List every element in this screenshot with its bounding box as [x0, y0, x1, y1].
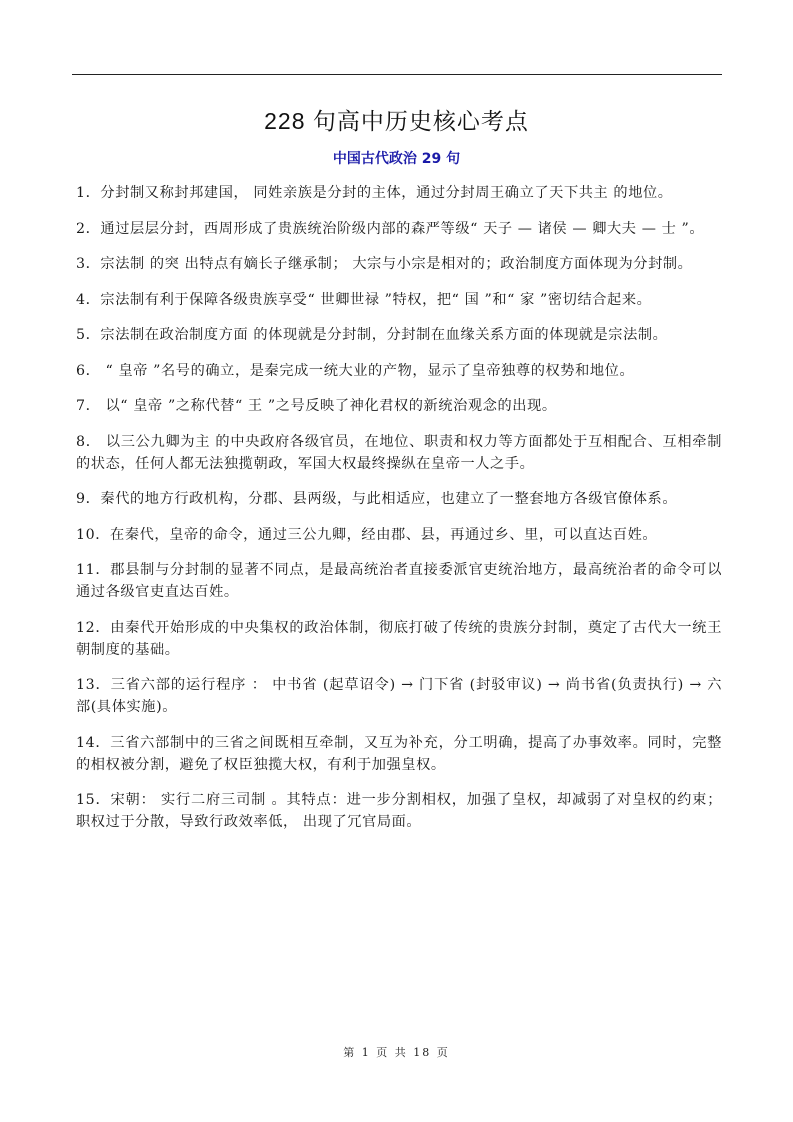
key-point-item: 3．宗法制 的突 出特点有嫡长子继承制； 大宗与小宗是相对的；政治制度方面体现为分封制。	[76, 256, 693, 272]
key-point-item: 9．秦代的地方行政机构，分郡、县两级，与此相适应，也建立了一整套地方各级官僚体系。	[76, 491, 678, 507]
key-point-item: 13．三省六部的运行程序 ： 中书省 (起草诏令) → 门下省 (封驳审议) → 尚书省(负责执行) → 六部(具体实施)。	[76, 677, 722, 715]
document-title: 228 句高中历史核心考点	[264, 108, 529, 134]
key-point-item: 6． “ 皇帝 ”名号的确立，是秦完成一统大业的产物，显示了皇帝独尊的权势和地位。	[76, 362, 635, 379]
key-point-item: 2．通过层层分封，西周形成了贵族统治阶级内部的森严等级“ 天子 — 诸侯 — 卿大夫 — 士 ”。	[76, 220, 705, 237]
key-point-item: 8． 以三公九卿为主 的中央政府各级官员，在地位、职责和权力等方面都处于互相配合、互相牵制的状态，任何人都无法独揽朝政，军国大权最终操纵在皇帝一人之手。	[76, 433, 722, 472]
key-point-item: 12．由秦代开始形成的中央集权的政治体制，彻底打破了传统的贵族分封制，奠定了古代大一统王朝制度的基础。	[76, 619, 722, 658]
page-number: 第 1 页 共 18 页	[343, 1046, 450, 1059]
header-rule	[72, 74, 722, 75]
key-point-item: 10．在秦代，皇帝的命令，通过三公九卿，经由郡、县，再通过乡、里，可以直达百姓。	[76, 526, 658, 543]
key-point-item: 15．宋朝： 实行二府三司制 。其特点：进一步分割相权，加强了皇权，却减弱了对皇权的约束； 职权过于分散，导致行政效率低， 出现了冗官局面。	[76, 792, 722, 830]
key-point-item: 14．三省六部制中的三省之间既相互牵制，又互为补充，分工明确，提高了办事效率。同时，完整的相权被分割，避免了权臣独揽大权，有利于加强皇权。	[76, 734, 722, 773]
key-point-item: 4．宗法制有利于保障各级贵族享受“ 世卿世禄 ”特权，把“ 国 ”和“ 家 ”密切结合起来。	[76, 291, 652, 308]
key-point-item: 7． 以“ 皇帝 ”之称代替“ 王 ”之号反映了神化君权的新统治观念的出现。	[76, 398, 557, 414]
key-point-item: 5．宗法制在政治制度方面 的体现就是分封制，分封制在血缘关系方面的体现就是宗法制。	[76, 327, 668, 343]
key-point-item: 1．分封制又称封邦建国， 同姓亲族是分封的主体，通过分封周王确立了天下共主 的地位。	[76, 185, 673, 201]
section-title: 中国古代政治 29 句	[332, 151, 461, 167]
key-point-item: 11．郡县制与分封制的显著不同点，是最高统治者直接委派官吏统治地方，最高统治者的命令可以通过各级官吏直达百姓。	[76, 562, 722, 600]
key-points-list	[76, 182, 722, 847]
